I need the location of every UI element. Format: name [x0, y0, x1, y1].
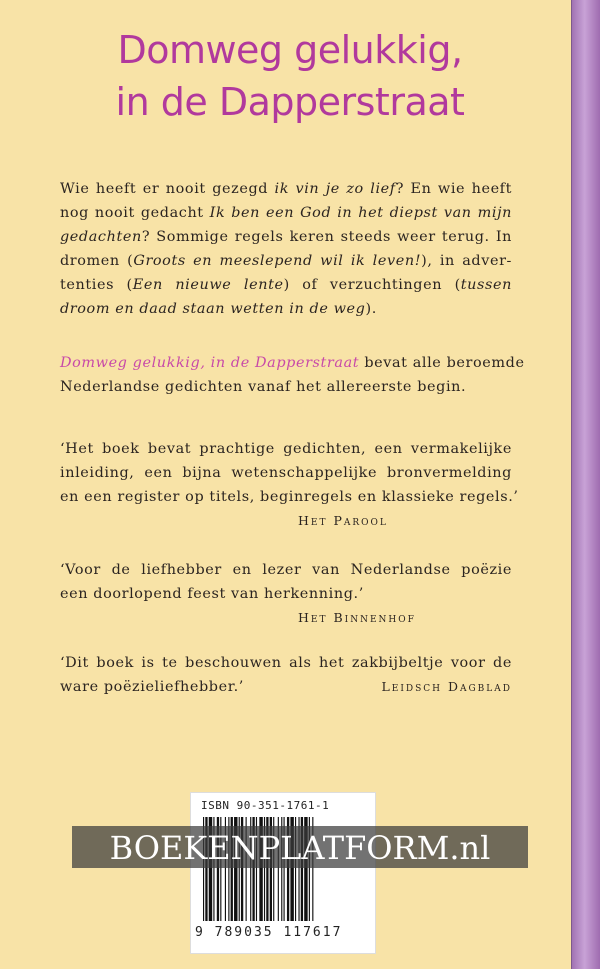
- isbn-barcode: [190, 792, 376, 954]
- text-run: tenties (: [60, 277, 133, 293]
- text-run: bevat alle beroemde: [359, 355, 525, 371]
- quoted-phrase: ik vin je zo lief: [274, 181, 396, 197]
- review-quote-3: [60, 651, 512, 699]
- text-run: ).: [365, 301, 377, 317]
- quote-source: Het Parool: [298, 513, 388, 528]
- quote-line: inleiding, een bijna wetenschappelijke bronvermelding: [60, 465, 512, 481]
- text-run: ) of verzuchtingen (: [283, 277, 461, 293]
- quote-line: ‘Voor de liefhebber en lezer van Nederlandse poëzie: [60, 562, 512, 578]
- text-run: ), in adver-: [421, 253, 513, 269]
- quote-source: Het Binnenhof: [298, 610, 416, 625]
- intro-line-3: [60, 225, 512, 249]
- quote-line: ‘Het boek bevat prachtige gedichten, een vermakelijke: [60, 441, 512, 457]
- review-quote-1: [60, 437, 519, 533]
- quote-line: ‘Dit boek is te beschouwen als het zakbijbeltje voor de: [60, 655, 512, 671]
- description-line-1: [60, 351, 525, 375]
- text-run: Wie heeft er nooit gezegd: [60, 181, 275, 197]
- quoted-phrase: Groots en meeslepend wil ik leven!: [133, 253, 422, 269]
- watermark-banner: [72, 826, 528, 868]
- title-line-2: in de Dapperstraat: [115, 80, 465, 124]
- title-line-1: Domweg gelukkig,: [117, 28, 463, 72]
- quote-line-with-source: [60, 675, 512, 699]
- intro-line-1: [60, 177, 512, 201]
- quoted-phrase: droom en daad staan wetten in de weg: [60, 301, 366, 317]
- intro-line-5: [60, 273, 512, 297]
- quote-line: en een register op titels, beginregels en klassieke regels.’: [60, 489, 519, 505]
- intro-line-4: [60, 249, 512, 273]
- isbn-label: ISBN 90-351-1761-1: [201, 799, 330, 812]
- book-title: [40, 24, 540, 128]
- ean-digits: 9 789035 117617: [195, 925, 343, 940]
- quote-source: Leidsch Dagblad: [381, 679, 512, 694]
- review-quote-2: [60, 558, 512, 630]
- quote-line: ware poëzieliefhebber.’: [60, 679, 244, 695]
- text-run: ? En wie heeft: [395, 181, 512, 197]
- intro-line-2: [60, 201, 512, 225]
- quoted-phrase: Een nieuwe lente: [132, 277, 284, 293]
- text-run: ? Sommige regels keren steeds weer terug. In: [141, 229, 512, 245]
- quoted-phrase: tussen: [460, 277, 512, 293]
- quoted-phrase: gedachten: [60, 229, 142, 245]
- book-title-inline: Domweg gelukkig, in de Dapperstraat: [60, 355, 360, 371]
- text-run: nog nooit gedacht: [60, 205, 210, 221]
- intro-paragraph: [60, 177, 512, 321]
- text-run: dromen (: [60, 253, 134, 269]
- quote-line: een doorlopend feest van herkenning.’: [60, 586, 364, 602]
- description-paragraph: [60, 351, 525, 399]
- book-spine: [571, 0, 600, 969]
- watermark-text: BOEKENPLATFORM.nl: [109, 829, 491, 867]
- intro-line-6: [60, 297, 512, 321]
- description-line-2: Nederlandse gedichten vanaf het allereerste begin.: [60, 379, 467, 395]
- quoted-phrase: Ik ben een God in het diepst van mijn: [209, 205, 512, 221]
